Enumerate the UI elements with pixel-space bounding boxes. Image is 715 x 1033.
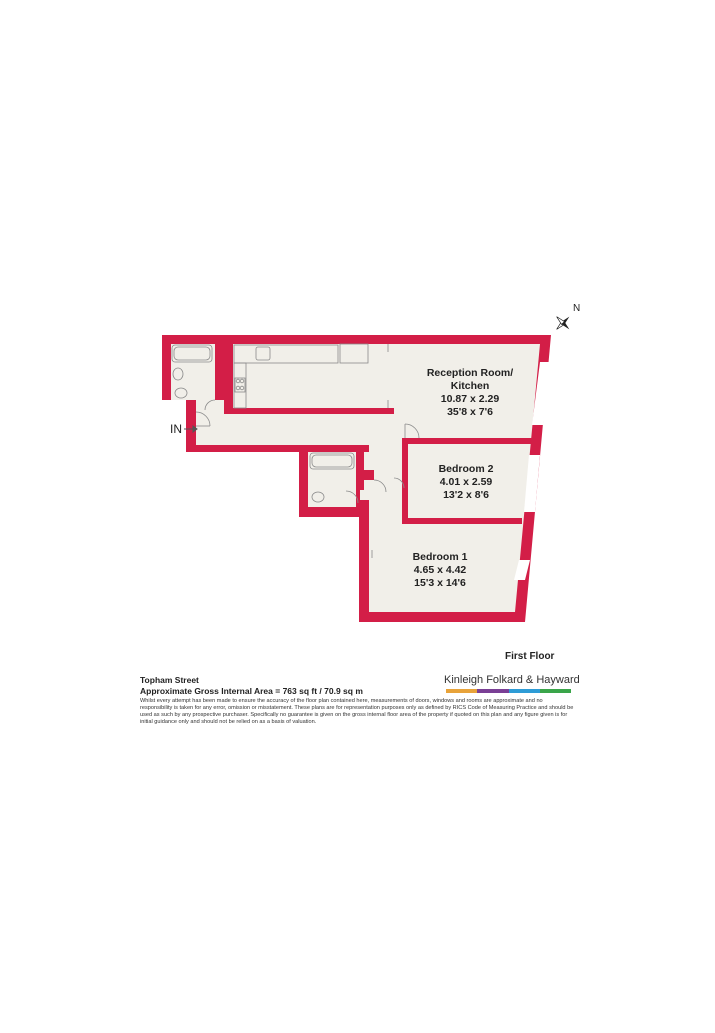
room-metric-size: 4.01 x 2.59 [439,476,493,488]
room-name: Kitchen [450,380,490,392]
room-imperial-size: 13'2 x 8'6 [443,489,489,501]
room-imperial-size: 35'8 x 7'6 [447,406,493,418]
wall-segment [402,518,522,524]
north-label: N [573,303,581,314]
room-name: Bedroom 2 [438,463,494,475]
wall-segment [224,408,394,414]
wall-segment [402,438,408,524]
brand-bar-segment [477,689,508,693]
entrance-label: IN [170,422,182,436]
brand-bar-segment [446,689,477,693]
bathroom-2-floor [308,452,356,507]
wall-segment [224,344,233,408]
bathroom-floor [171,344,215,400]
room-metric-size: 10.87 x 2.29 [440,393,500,405]
room-label-bedroom-2 [416,463,516,502]
wall-segment [215,344,224,400]
brand-color-bar [446,689,571,693]
street-name: Topham Street [140,675,199,685]
floor-label: First Floor [505,651,555,662]
room-label-reception [405,367,535,419]
room-metric-size: 4.65 x 4.42 [413,564,467,576]
brand-bar-segment [540,689,571,693]
room-label-bedroom-1 [390,551,490,590]
disclaimer-text: Whilst every attempt has been made to ensure the accuracy of the floor plan contained here, measurements of doors, windows and rooms are approximate and no responsibility is taken for any error, omission or misstatement. These plans are for representation purposes only as defined by RICS Code of Measuring Practice and should be used as such by any prospective purchaser. Specifically no guarantee is given on the gross internal floor area of the property if quoted on this plan and any figure given is for initial guidance only and should not be relied on as a basis of valuation. [140,698,574,725]
room-name: Bedroom 1 [412,551,468,563]
brand-name: Kinleigh Folkard & Hayward [444,674,580,686]
wall-segment [356,445,364,490]
gross-internal-area: Approximate Gross Internal Area = 763 sq ft / 70.9 sq m [140,686,363,696]
compass-rose-icon [550,310,575,335]
wall-segment [364,470,374,480]
brand-bar-segment [509,689,540,693]
wall-segment [405,438,535,444]
room-name: Reception Room/ [426,367,514,379]
room-imperial-size: 15'3 x 14'6 [414,577,466,589]
